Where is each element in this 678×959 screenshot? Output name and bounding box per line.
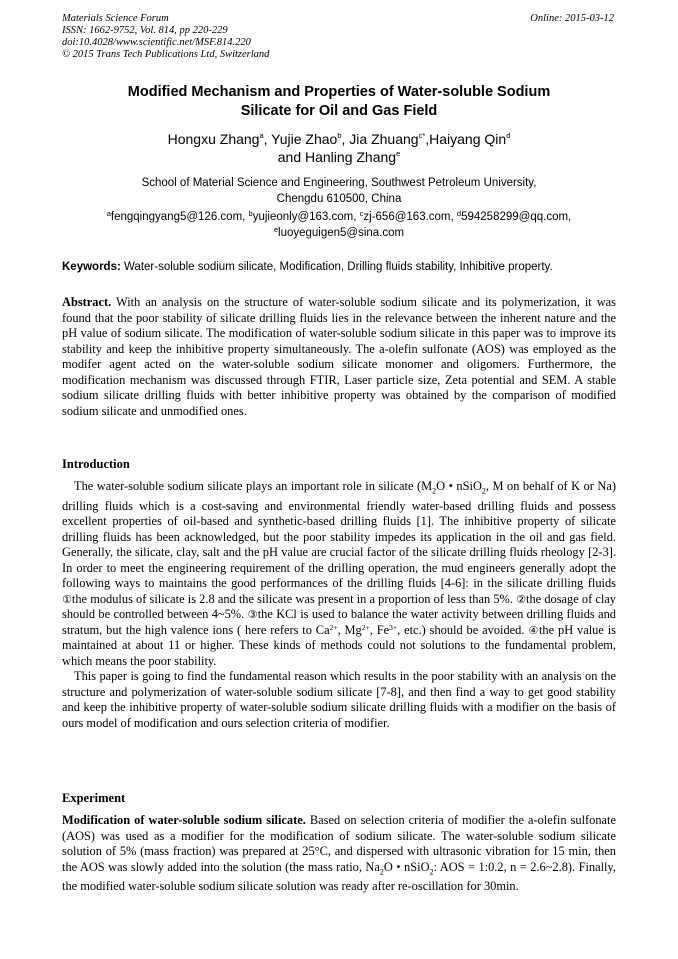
subscript: 2 bbox=[481, 486, 486, 496]
email-sup: a bbox=[106, 209, 111, 218]
copyright-line: © 2015 Trans Tech Publications Ltd, Switzerland bbox=[62, 49, 270, 60]
email-address: fengqingyang5@126.com, bbox=[110, 211, 246, 223]
section-heading-introduction: Introduction bbox=[62, 457, 130, 471]
author-sup: e bbox=[396, 149, 401, 158]
email-sup: e bbox=[273, 225, 279, 234]
keywords-text: Water-soluble sodium silicate, Modification, Drilling fluids stability, Inhibitive property. bbox=[124, 261, 553, 273]
author-sup: d bbox=[506, 131, 511, 140]
superscript: 2+ bbox=[329, 622, 338, 632]
text-run: , etc.) should be avoided. bbox=[397, 622, 529, 637]
text-run: Based on selection criteria of modifier the a-olefin sulfonate (AOS) was used as a modifier for the modification of sodium silicate. The water-soluble sodium silicate solution of 5% (mass fraction) was prepared at 25°C, and dispersed with ultrasonic vibration for 15 min, then the AOS was slowly added into the solution (the mass ratio, Na bbox=[62, 813, 616, 874]
keywords-label: Keywords: bbox=[62, 261, 121, 273]
subsection-label: Modification of water-soluble sodium silicate. bbox=[62, 813, 306, 827]
superscript: 2+ bbox=[361, 622, 370, 632]
text-run: , M on behalf of K or Na) drilling fluids which is a cost-saving and environmental friendly water-based drilling fluids and possess excellent properties of oil-based and synthetic-based drilling fluids [1]. The inhibitive property of silicate drilling fluids has been acknowledged, but the poor stability impedes its application in the oil and gas field. Generally, the silicate, clay, salt and the pH value are crucial factor of the silicate drilling fluids rheology [2-3]. In order to meet the engineering requirement of the drilling operation, the mud engineers generally adopt the following ways to maintains the good performances of the drilling fluids [4-6]: in the silicate drilling fluids bbox=[62, 479, 616, 591]
subscript: 2 bbox=[429, 866, 434, 876]
online-date: Online: 2015-03-12 bbox=[530, 13, 614, 24]
issn-line: ISSN: 1662-9752, Vol. 814, pp 220-229 bbox=[62, 25, 228, 36]
keywords bbox=[62, 260, 618, 275]
circled-number: ② bbox=[516, 592, 527, 606]
text-run: The water-soluble sodium silicate plays an important role in silicate (M bbox=[74, 479, 433, 493]
section-heading-experiment: Experiment bbox=[62, 791, 126, 805]
circled-number: ③ bbox=[247, 608, 258, 622]
email-sup: c bbox=[359, 209, 364, 218]
email-list bbox=[62, 209, 616, 241]
doi-line: doi:10.4028/www.scientific.net/MSF.814.220 bbox=[62, 37, 251, 48]
paragraph bbox=[62, 813, 616, 895]
abstract-label: Abstract. bbox=[62, 295, 112, 309]
text-run: the KCl is used to balance the water activity between drilling fluids and stratum, but the high valence ions ( here refers to Ca bbox=[62, 607, 616, 637]
text-run: the pH value is maintained at about 11 or higher. These kinds of methods could not solutions to the fundamental problem, which means the poor stability. bbox=[62, 622, 616, 668]
author-sup: c* bbox=[418, 131, 426, 140]
email-address: luoyeguigen5@sina.com bbox=[278, 227, 405, 239]
author-sup: a bbox=[259, 131, 264, 140]
affiliation-line-1: School of Material Science and Engineering, Southwest Petroleum University, bbox=[141, 177, 537, 189]
author-name: Yujie Zhao bbox=[271, 131, 338, 147]
author-name: Hongxu Zhang bbox=[167, 131, 260, 147]
email-address: yujieonly@163.com, bbox=[252, 211, 357, 223]
email-sup: b bbox=[248, 209, 253, 218]
affiliation-line-2: Chengdu 610500, China bbox=[276, 193, 402, 205]
text-run: , Mg bbox=[337, 622, 362, 637]
author-list: Hongxu Zhang$^a$, Yujie Zhao$^b$, Jia Zhuang$^{c*}$,Haiyang Qin$^d$ and Hanling Zhang$^e$ bbox=[167, 131, 511, 165]
email-sup: d bbox=[456, 209, 462, 218]
paper-title bbox=[62, 83, 616, 121]
author-name: Haiyang Qin bbox=[429, 131, 507, 147]
circled-number: ④ bbox=[528, 623, 539, 637]
author-name: Hanling Zhang bbox=[305, 149, 397, 165]
text-run: the dosage of clay should be controlled between 4~5%. bbox=[62, 591, 616, 622]
title-line-1: Modified Mechanism and Properties of Water-soluble Sodium bbox=[127, 84, 551, 100]
abstract-text: With an analysis on the structure of water-soluble sodium silicate and its polymerization, it was found that the poor stability of silicate drilling fluids lies in the relevance between the inherent nature and the pH value of sodium silicate. The modification of water-soluble sodium silicate in this paper was to improve its stability and keep the inhibitive property simultaneously. The a-olefin sulfonate (AOS) was employed as the modifer agent acted on the water-soluble sodium silicate monomer and oligomers. Furthermore, the modification mechanism was discussed through FTIR, Laser particle size, Zeta potential and SEM. A stable sodium silicate drilling fluids with better inhibitive property was obtained by the comparison of modified sodium silicate and unmodified ones. bbox=[62, 295, 616, 418]
journal-header bbox=[62, 13, 269, 61]
paragraph bbox=[62, 479, 616, 669]
text-run: the modulus of silicate is 2.8 and the silicate was present in a proportion of less than 5%. bbox=[71, 591, 517, 606]
author-sup: b bbox=[337, 131, 342, 140]
affiliation bbox=[62, 175, 616, 207]
text-run: : AOS = 1:0.2, n = 2.6~2.8). Finally, the modified water-soluble sodium silicate solution was ready after re-oscillation for 30min. bbox=[62, 859, 616, 894]
email-address: zj-656@163.com, bbox=[363, 211, 454, 223]
journal-name: Materials Science Forum bbox=[62, 13, 169, 24]
text-run: O • nSiO bbox=[383, 859, 430, 874]
title-line-2: Silicate for Oil and Gas Field bbox=[240, 103, 438, 119]
paragraph: This paper is going to find the fundamental reason which results in the poor stability with an analysis on the structure and polymerization of water-soluble sodium silicate [7-8], and then find a way to get good stability and keep the inhibitive property of water-soluble sodium silicate drilling fluids with a modifier on the basis of ours model of modification and ours selection criteria of modifier. bbox=[62, 669, 616, 730]
introduction-body bbox=[62, 479, 616, 731]
subscript: 2 bbox=[432, 486, 437, 496]
text-run: O • nSiO bbox=[436, 479, 482, 493]
text-run: , Fe bbox=[369, 622, 390, 637]
author-name: Jia Zhuang bbox=[349, 131, 419, 147]
subscript: 2 bbox=[379, 866, 384, 876]
superscript: 3+ bbox=[389, 622, 398, 632]
email-address: 594258299@qq.com, bbox=[461, 211, 572, 223]
circled-number: ① bbox=[62, 592, 72, 606]
author-conjunction: and bbox=[277, 149, 302, 165]
experiment-body bbox=[62, 813, 616, 895]
abstract bbox=[62, 295, 616, 419]
